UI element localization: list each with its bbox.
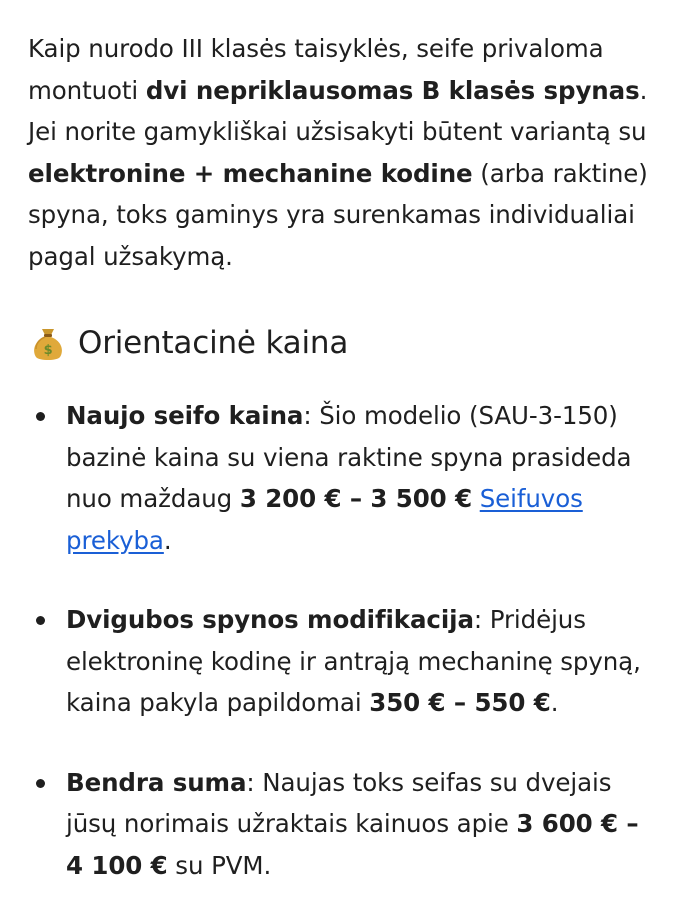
bullet-price: 3 200 € – 3 500 € (239, 484, 473, 513)
bullet-text: : Naujas toks seifas su dvejais jūsų norimais užraktais kainuos apie (66, 767, 612, 838)
bullet-price: 350 € – 550 € (369, 688, 551, 717)
bullet-dot (36, 779, 45, 788)
section-title: Orientacinė kaina (78, 325, 349, 361)
list-item (28, 395, 658, 561)
list-item (28, 762, 658, 887)
intro-text-1: Kaip nurodo III klasės taisyklės, seife privaloma montuoti (28, 34, 604, 105)
bullet-dot (36, 616, 45, 625)
bullet-bold-label: Bendra suma (66, 767, 247, 797)
money-bag-icon (28, 323, 68, 363)
section-heading (28, 321, 658, 365)
bullet-text: : Pridėjus elektroninę kodinę ir antrąją mechaninę spyną, kaina pakyla papildomai (66, 605, 641, 717)
bullet-tail: . (550, 688, 559, 717)
bullet-tail: . (163, 525, 172, 555)
source-link[interactable]: Seifuvos prekyba (66, 484, 583, 555)
intro-paragraph (28, 28, 658, 277)
bullet-dot (36, 412, 45, 421)
intro-text-3: (arba raktine) spyna, toks gaminys yra surenkamas individualiai pagal užsakymą. (28, 158, 648, 271)
intro-text-2: . Jei norite gamykliškai užsisakyti būtent variantą su (28, 75, 648, 146)
bullet-bold-label: Naujo seifo kaina (66, 401, 304, 430)
bullet-text: : Šio modelio (SAU-3-150) bazinė kaina su viena raktine spyna prasideda nuo maždaug (66, 401, 632, 513)
bullet-price: 3 600 € – 4 100 € (66, 809, 639, 880)
price-list (28, 395, 658, 886)
list-item (28, 599, 658, 724)
svg-text:$: $ (43, 343, 53, 358)
bullet-bold-label: Dvigubos spynos modifikacija (66, 605, 474, 634)
bullet-tail: su PVM. (167, 850, 272, 880)
intro-bold-1: dvi nepriklausomas B klasės spynas (145, 75, 640, 105)
intro-bold-2: elektronine + mechanine kodine (28, 158, 473, 188)
response-content (28, 28, 658, 924)
